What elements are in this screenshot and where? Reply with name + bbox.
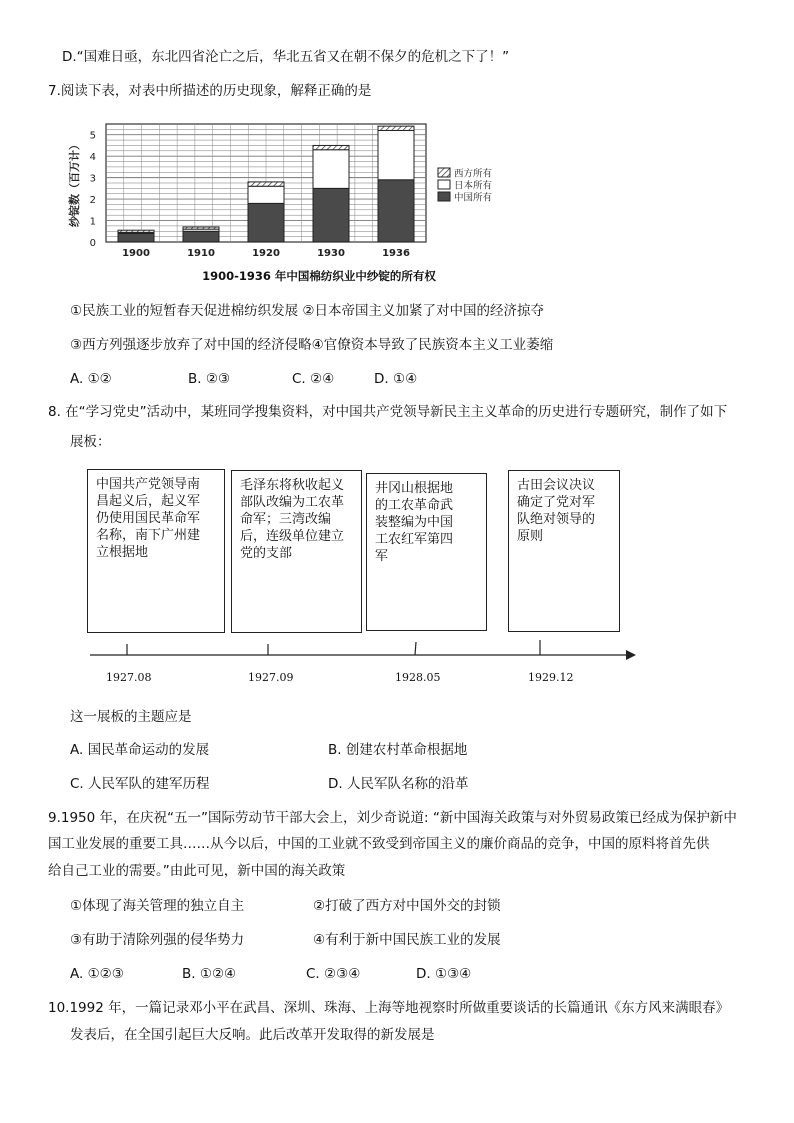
box-line: 工农红军第四 xyxy=(375,532,454,547)
q9-statement-2: ②打破了西方对中国外交的封锁 xyxy=(313,898,501,914)
q7-option-c[interactable]: C. ②④ xyxy=(292,371,335,387)
box-line: 的工农革命武 xyxy=(375,498,454,513)
x-tick-label: 1900 xyxy=(122,248,150,259)
box-line: 古田会议决议 xyxy=(517,478,596,493)
timeline-date-2: 1927.09 xyxy=(248,671,294,684)
q9-stem-line3: 给自己工业的需要。”由此可见，新中国的海关政策 xyxy=(48,863,346,879)
exhibit-box-4 xyxy=(508,470,620,632)
q9-option-c[interactable]: C. ②③④ xyxy=(306,966,361,982)
q7-statement-1: ①民族工业的短暂春天促进棉纺织发展 ②日本帝国主义加紧了对中国的经济掠夺 xyxy=(70,303,544,319)
q9-option-a[interactable]: A. ①②③ xyxy=(70,966,124,982)
box-line: 队绝对领导的 xyxy=(517,512,596,527)
q9-option-b[interactable]: B. ①②④ xyxy=(182,966,237,982)
q9-option-d[interactable]: D. ①③④ xyxy=(416,966,472,982)
q9-statement-1: ①体现了海关管理的独立自主 xyxy=(70,898,245,914)
q8-stem-line1: 8. 在“学习党史”活动中，某班同学搜集资料，对中国共产党领导新民主主义革命的历史进行专题研究，制作了如下 xyxy=(48,404,728,420)
chart-title: 1900-1936 年中国棉纺织业中纱锭的所有权 xyxy=(202,269,436,283)
q7-option-a[interactable]: A. ①② xyxy=(70,371,112,387)
x-tick-label: 1936 xyxy=(382,248,410,259)
spindle-ownership-chart xyxy=(64,118,534,286)
bar-1930-西方所有 xyxy=(313,145,349,149)
bar-1920-西方所有 xyxy=(248,182,284,186)
q8-question: 这一展板的主题应是 xyxy=(70,709,192,725)
legend-swatch xyxy=(438,180,450,189)
q7-option-d[interactable]: D. ①④ xyxy=(374,371,418,387)
bar-1920-中国所有 xyxy=(248,203,284,242)
q8-option-a[interactable]: A. 国民革命运动的发展 xyxy=(70,742,210,758)
legend-swatch xyxy=(438,192,450,201)
timeline-date-1: 1927.08 xyxy=(106,671,152,684)
bar-1936-西方所有 xyxy=(378,126,414,130)
y-tick-label: 0 xyxy=(89,238,96,249)
y-tick-label: 4 xyxy=(89,152,96,164)
q7-statement-2: ③西方列强逐步放弃了对中国的经济侵略④官僚资本导致了民族资本主义工业萎缩 xyxy=(70,337,554,353)
box-line: 军 xyxy=(375,549,389,564)
exhibit-box-3 xyxy=(366,473,487,631)
legend-label: 日本所有 xyxy=(454,180,493,192)
box-line: 确定了党对军 xyxy=(517,495,596,510)
box-line: 仍使用国民革命军 xyxy=(96,511,201,526)
q8-option-d[interactable]: D. 人民军队名称的沿革 xyxy=(328,776,469,792)
box-line: 党的支部 xyxy=(240,546,293,561)
box-line: 名称，南下广州建 xyxy=(96,528,201,543)
chart-x-ticks xyxy=(122,248,410,259)
y-tick-label: 2 xyxy=(89,195,96,207)
bar-1910-中国所有 xyxy=(183,231,219,242)
exhibit-box-1 xyxy=(87,469,225,633)
chart-y-ticks xyxy=(90,131,96,249)
y-tick-label: 1 xyxy=(89,216,96,228)
x-tick-label: 1930 xyxy=(317,248,345,259)
q8-stem-line2: 展板： xyxy=(70,434,111,450)
legend-label: 西方所有 xyxy=(454,168,493,180)
y-tick-label: 5 xyxy=(89,130,96,142)
q9-statement-3: ③有助于清除列强的侵华势力 xyxy=(70,932,245,948)
chart-y-label: 纱锭数（百万计） xyxy=(68,139,81,227)
box-line: 立根据地 xyxy=(96,545,149,560)
q9-stem-line2: 国工业发展的重要工具……从今以后，中国的工业就不致受到帝国主义的廉价商品的竞争，中国的原料将首先供 xyxy=(48,836,710,852)
bar-1920-日本所有 xyxy=(248,186,284,203)
legend-label: 中国所有 xyxy=(454,192,493,204)
q10-stem-line1: 10.1992 年，一篇记录邓小平在武昌、深圳、珠海、上海等地视察时所做重要谈话的长篇通讯《东方风来满眼春》 xyxy=(48,1000,730,1016)
bar-1910-西方所有 xyxy=(183,227,219,229)
q7-stem: 7.阅读下表，对表中所描述的历史现象，解释正确的是 xyxy=(48,83,372,99)
q6-option-d: D.“国难日亟，东北四省沦亡之后，华北五省又在朝不保夕的危机之下了！” xyxy=(62,49,510,65)
arrow-right-icon xyxy=(626,650,636,660)
q8-option-c[interactable]: C. 人民军队的建军历程 xyxy=(70,776,210,792)
y-tick-label: 3 xyxy=(89,173,96,185)
timeline-date-3: 1928.05 xyxy=(395,671,441,684)
x-tick-label: 1910 xyxy=(187,248,215,259)
bar-1930-中国所有 xyxy=(313,188,349,242)
q10-stem-line2: 发表后，在全国引起巨大反响。此后改革开发取得的新发展是 xyxy=(70,1027,435,1043)
q8-option-b[interactable]: B. 创建农村革命根据地 xyxy=(328,742,468,758)
timeline-axis xyxy=(0,630,794,670)
bar-1936-日本所有 xyxy=(378,130,414,179)
box-line: 井冈山根据地 xyxy=(375,481,454,496)
bar-1900-中国所有 xyxy=(118,233,154,242)
x-tick-label: 1920 xyxy=(252,248,280,259)
bar-1936-中国所有 xyxy=(378,180,414,242)
box-line: 后，连级单位建立 xyxy=(240,529,345,544)
chart-legend xyxy=(438,168,493,204)
bar-1930-日本所有 xyxy=(313,150,349,189)
bar-1900-西方所有 xyxy=(118,230,154,232)
q9-stem-line1: 9.1950 年，在庆祝“五一”国际劳动节干部大会上，刘少奇说道: “新中国海关政策与对外贸易政策已经成为保护新中 xyxy=(48,810,737,826)
q9-statement-4: ④有利于新中国民族工业的发展 xyxy=(313,932,501,948)
legend-swatch xyxy=(438,168,450,177)
box-line: 装整编为中国 xyxy=(375,515,454,530)
box-line: 中国共产党领导南 xyxy=(96,477,201,492)
q7-option-b[interactable]: B. ②③ xyxy=(188,371,231,387)
box-line: 原则 xyxy=(517,529,544,544)
chart-svg xyxy=(64,118,534,286)
box-line: 昌起义后，起义军 xyxy=(96,494,201,509)
timeline-date-4: 1929.12 xyxy=(528,671,574,684)
box-line: 命军；三湾改编 xyxy=(240,512,332,527)
box-line: 毛泽东将秋收起义 xyxy=(240,478,345,493)
box-line: 部队改编为工农革 xyxy=(240,495,345,510)
exhibit-box-2 xyxy=(231,470,362,633)
